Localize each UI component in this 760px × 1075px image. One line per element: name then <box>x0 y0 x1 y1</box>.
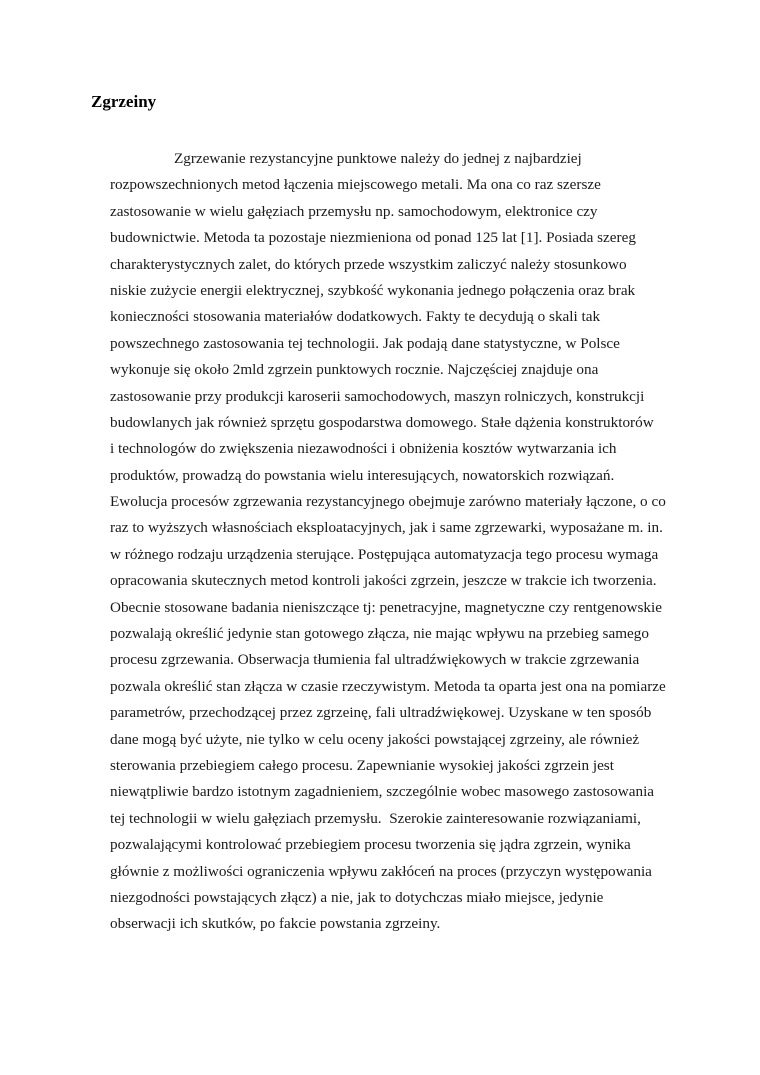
paragraph-line: produktów, prowadzą do powstania wielu interesujących, nowatorskich rozwiązań. <box>110 466 615 484</box>
paragraph-line: Ewolucja procesów zgrzewania rezystancyjnego obejmuje zarówno materiały łączone, o co <box>110 493 666 511</box>
paragraph-line: dane mogą być użyte, nie tylko w celu oceny jakości powstającej zgrzeiny, ale również <box>110 730 640 748</box>
paragraph-line: tej technologii w wielu gałęziach przemysłu. Szerokie zainteresowanie rozwiązaniami, <box>110 809 641 827</box>
paragraph-line: wykonuje się około 2mld zgrzein punktowych rocznie. Najczęściej znajduje ona <box>110 361 599 379</box>
paragraph-line: głównie z możliwości ograniczenia wpływu zakłóceń na proces (przyczyn występowania <box>110 862 652 880</box>
paragraph-line: pozwalają określić jedynie stan gotowego złącza, nie mając wpływu na przebieg samego <box>110 625 649 643</box>
paragraph-line: zastosowanie przy produkcji karoserii samochodowych, maszyn rolniczych, konstrukcji <box>110 387 645 405</box>
paragraph-line: zastosowanie w wielu gałęziach przemysłu np. samochodowym, elektronice czy <box>110 202 598 220</box>
paragraph-line: niewątpliwie bardzo istotnym zagadnieniem, szczególnie wobec masowego zastosowania <box>110 783 655 801</box>
paragraph-line: raz to wyższych własnościach eksploatacyjnych, jak i same zgrzewarki, wyposażane m. in. <box>110 519 663 537</box>
body-paragraph <box>110 146 666 938</box>
page-title: Zgrzeiny <box>91 92 157 111</box>
paragraph-line: rozpowszechnionych metod łączenia miejscowego metali. Ma ona co raz szersze <box>110 176 601 194</box>
paragraph-line: i technologów do zwiększenia niezawodności i obniżenia kosztów wytwarzania ich <box>110 440 617 458</box>
paragraph-line: sterowania przebiegiem całego procesu. Zapewnianie wysokiej jakości zgrzein jest <box>110 756 614 774</box>
paragraph-line: Obecnie stosowane badania nieniszczące tj: penetracyjne, magnetyczne czy rentgenowskie <box>110 598 662 616</box>
paragraph-line: konieczności stosowania materiałów dodatkowych. Fakty te decydują o skali tak <box>110 308 601 326</box>
paragraph-line: budowlanych jak również sprzętu gospodarstwa domowego. Stałe dążenia konstruktorów <box>110 413 654 431</box>
paragraph-line: niezgodności powstających złącz) a nie, jak to dotychczas miało miejsce, jedynie <box>110 888 604 906</box>
paragraph-line: w różnego rodzaju urządzenia sterujące. Postępująca automatyzacja tego procesu wymaga <box>110 545 659 563</box>
paragraph-line: opracowania skutecznych metod kontroli jakości zgrzein, jeszcze w trakcie ich tworzenia. <box>110 572 657 590</box>
paragraph-line: Zgrzewanie rezystancyjne punktowe należy do jednej z najbardziej <box>174 150 582 167</box>
paragraph-line: charakterystycznych zalet, do których przede wszystkim zaliczyć należy stosunkowo <box>110 255 627 273</box>
paragraph-line: obserwacji ich skutków, po fakcie powstania zgrzeiny. <box>110 915 441 933</box>
paragraph-line: parametrów, przechodzącej przez zgrzeinę, fali ultradźwiękowej. Uzyskane w ten sposób <box>110 704 652 722</box>
paragraph-line: niskie zużycie energii elektrycznej, szybkość wykonania jednego połączenia oraz brak <box>110 281 636 299</box>
paragraph-line: pozwala określić stan złącza w czasie rzeczywistym. Metoda ta oparta jest ona na pomiarze <box>110 677 666 695</box>
paragraph-line: powszechnego zastosowania tej technologii. Jak podają dane statystyczne, w Polsce <box>110 334 620 352</box>
paragraph-line: procesu zgrzewania. Obserwacja tłumienia fal ultradźwiękowych w trakcie zgrzewania <box>110 651 640 669</box>
paragraph-line: pozwalającymi kontrolować przebiegiem procesu tworzenia się jądra zgrzein, wynika <box>110 836 631 854</box>
paragraph-line: budownictwie. Metoda ta pozostaje niezmieniona od ponad 125 lat [1]. Posiada szereg <box>110 229 636 247</box>
